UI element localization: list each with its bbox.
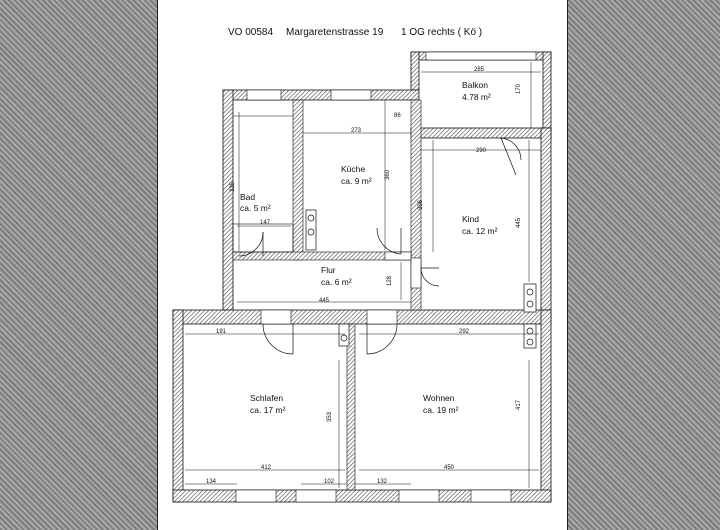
- dim-small-86: 86: [394, 113, 401, 119]
- object-id: VO 00584: [228, 27, 274, 38]
- room-wohnen-name: Wohnen: [423, 393, 455, 403]
- dim-bad-height: 335: [230, 181, 236, 192]
- room-flur-area: ca. 6 m²: [321, 277, 352, 287]
- dim-window-132: 132: [377, 479, 388, 485]
- room-balkon-area: 4.78 m²: [462, 92, 491, 102]
- dim-balkon-depth: 170: [516, 83, 522, 94]
- dim-flur-width: 445: [319, 298, 330, 304]
- room-wohnen-area: ca. 19 m²: [423, 405, 459, 415]
- dim-schlafen-width: 412: [261, 465, 272, 471]
- dim-kind-right: 445: [516, 217, 522, 228]
- dim-kueche-height: 360: [385, 169, 391, 180]
- interior-walls: [233, 100, 421, 490]
- room-flur-name: Flur: [321, 265, 336, 275]
- dim-balkon-width: 285: [474, 67, 485, 73]
- dim-kueche-width: 273: [351, 128, 362, 134]
- dim-schlafen-height: 353: [327, 411, 333, 422]
- room-schlafen-name: Schlafen: [250, 393, 284, 403]
- room-kueche-name: Küche: [341, 164, 366, 174]
- dim-flur-height: 128: [387, 275, 393, 286]
- dim-kind-top: 290: [476, 148, 487, 154]
- room-kueche-area: ca. 9 m²: [341, 176, 372, 186]
- dim-wohnen-height: 417: [516, 399, 522, 410]
- room-kind-area: ca. 12 m²: [462, 226, 498, 236]
- dim-bad-width: 147: [260, 220, 271, 226]
- dimension-lines: [185, 62, 541, 488]
- floor-info: 1 OG rechts ( Kö ): [401, 27, 483, 38]
- dim-wohnen-width: 450: [444, 465, 455, 471]
- dim-kind-left: 306: [418, 199, 424, 210]
- floor-plan-drawing: [158, 0, 567, 530]
- dim-window-102: 102: [324, 479, 335, 485]
- room-kind-name: Kind: [462, 214, 480, 224]
- room-balkon-name: Balkon: [462, 80, 488, 90]
- room-bad-name: Bad: [240, 192, 256, 202]
- dim-wohnen-width-top: 292: [459, 329, 470, 335]
- wall-openings: [233, 52, 536, 502]
- floor-plan-page: [157, 0, 568, 530]
- dim-window-134: 134: [206, 479, 217, 485]
- room-schlafen-area: ca. 17 m²: [250, 405, 286, 415]
- room-bad-area: ca. 5 m²: [240, 203, 271, 213]
- dim-schlafen-width-top: 191: [216, 329, 227, 335]
- street-address: Margaretenstrasse 19: [286, 27, 384, 38]
- exterior-walls: [173, 52, 551, 502]
